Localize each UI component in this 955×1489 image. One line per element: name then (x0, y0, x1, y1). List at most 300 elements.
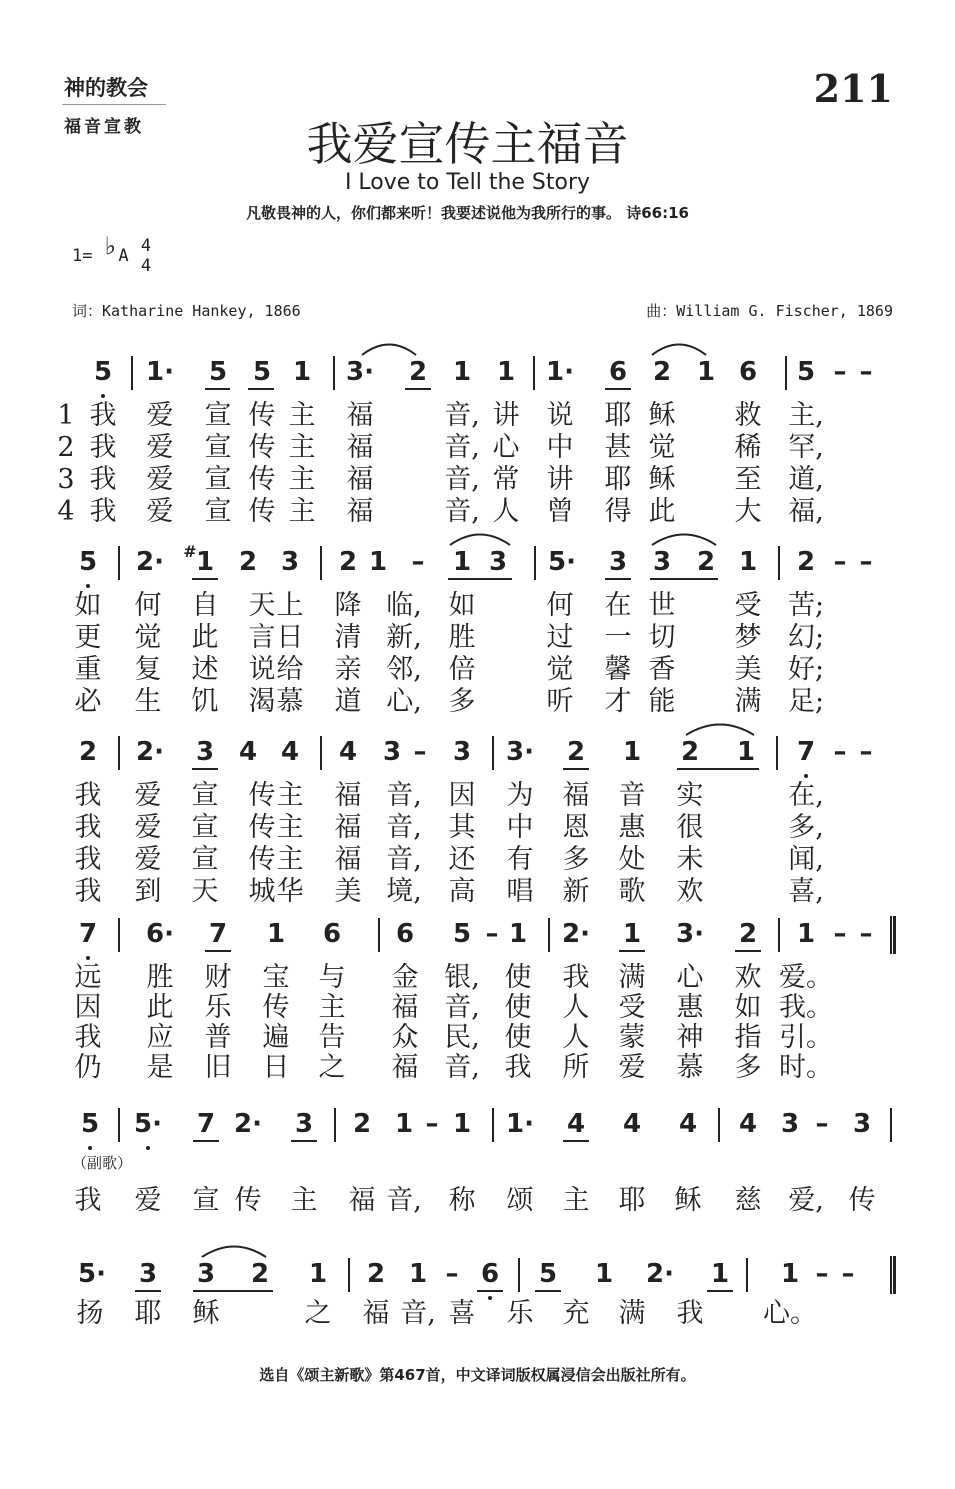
hymn-number: 211 (813, 66, 893, 111)
note: 4 (338, 737, 358, 767)
lyric-line (0, 654, 955, 686)
barline (118, 546, 120, 580)
lyric-char: 乐 (506, 1298, 534, 1329)
note: 1 (622, 737, 642, 767)
lyric-char: 与 (318, 962, 346, 993)
lyric-char: 旧 (204, 1052, 232, 1083)
note: 1 (796, 919, 816, 949)
slur-tie (684, 720, 756, 736)
lyric-char: 在, (788, 780, 824, 811)
final-barline (890, 1256, 896, 1294)
lyric-char: 降 (334, 590, 362, 621)
underline-beam (563, 1140, 589, 1142)
lyric-char: 道, (788, 464, 824, 495)
lyric-char: 福 (391, 1052, 419, 1083)
underline-beam (677, 768, 759, 770)
octave-dot (86, 584, 90, 588)
lyric-char: 宣 (191, 812, 219, 843)
lyric-char: 胜 (448, 622, 476, 653)
lyric-char: 慈 (734, 1185, 762, 1216)
lyric-char: 美 (734, 654, 762, 685)
lyric-char: 美 (334, 876, 362, 907)
dash-note: – (841, 1259, 855, 1289)
barline (131, 356, 133, 390)
barline (118, 1108, 120, 1142)
lyric-char: 音, (386, 1185, 422, 1216)
lyric-char: 福, (788, 496, 824, 527)
note: 2· (136, 547, 164, 577)
lyric-char: 传 (248, 496, 276, 527)
lyric-char: 传 (248, 844, 276, 875)
lyric-char: 音, (444, 992, 480, 1023)
lyric-char: 众 (391, 1022, 419, 1053)
lyric-char: 金 (391, 962, 419, 993)
underline-beam (605, 388, 631, 390)
note: 2 (680, 737, 700, 767)
lyric-char: 福 (562, 780, 590, 811)
lyric-char: 乐 (204, 992, 232, 1023)
lyric-char: 大 (734, 496, 762, 527)
note: 2 (238, 547, 258, 577)
note: 1 (594, 1259, 614, 1289)
note: 2· (234, 1109, 262, 1139)
lyric-char: 喜 (448, 1298, 476, 1329)
lyric-char: 人 (492, 496, 520, 527)
note: 5 (78, 547, 98, 577)
lyric-char: 爱。 (779, 962, 833, 993)
note: 7 (78, 919, 98, 949)
lyric-char: 爱 (146, 400, 174, 431)
note: 1 (622, 919, 642, 949)
lyric-char: 我 (74, 844, 102, 875)
lyric-line (0, 876, 955, 908)
lyric-char: 耶 (618, 1185, 646, 1216)
scripture-verse: 凡敬畏神的人，你们都来听！我要述说他为我所行的事。 诗66:16 (246, 204, 689, 222)
lyric-char: 爱 (134, 812, 162, 843)
slur-tie (360, 340, 418, 356)
note: 5· (78, 1259, 106, 1289)
lyric-char: 多 (448, 686, 476, 717)
lyric-char: 天 (248, 590, 276, 621)
lyric-char: 我 (74, 876, 102, 907)
lyric-char: 主 (290, 1185, 318, 1216)
note: 1 (452, 1109, 472, 1139)
lyric-char: 传 (248, 812, 276, 843)
lyric-char: 满 (618, 1298, 646, 1329)
dash-note: – (833, 737, 847, 767)
lyric-char: 宣 (191, 780, 219, 811)
lyric-char: 过 (546, 622, 574, 653)
lyric-char: 使 (504, 992, 532, 1023)
lyric-char: 爱 (146, 464, 174, 495)
lyric-char: 稀 (734, 432, 762, 463)
lyric-char: 临, (386, 590, 422, 621)
lyric-char: 自 (191, 590, 219, 621)
lyric-char: 多, (788, 812, 824, 843)
dash-note: – (425, 1109, 439, 1139)
lyric-char: 渴 (248, 686, 276, 717)
note: 4 (238, 737, 258, 767)
lyric-char: 宣 (204, 400, 232, 431)
lyric-char: 应 (146, 1022, 174, 1053)
lyricist-credit: 词：Katharine Hankey, 1866 (72, 302, 301, 320)
note: 1· (506, 1109, 534, 1139)
barline (718, 1108, 720, 1142)
barline (492, 1108, 494, 1142)
lyric-char: 我 (562, 962, 590, 993)
lyric-char: 爱 (146, 496, 174, 527)
note: 2 (338, 547, 358, 577)
lyric-char: 仍 (74, 1052, 102, 1083)
note: 6· (146, 919, 174, 949)
lyric-char: 上 (276, 590, 304, 621)
underline-beam (193, 1290, 273, 1292)
underline-beam (205, 950, 231, 952)
lyric-char: 如 (734, 992, 762, 1023)
lyric-char: 曾 (546, 496, 574, 527)
lyric-char: 使 (504, 962, 532, 993)
lyric-char: 爱 (146, 432, 174, 463)
underline-beam (535, 1290, 561, 1292)
note: 2 (696, 547, 716, 577)
lyric-char: 给 (276, 654, 304, 685)
lyric-char: 使 (504, 1022, 532, 1053)
lyric-char: 主 (288, 464, 316, 495)
lyric-line (0, 1298, 955, 1330)
lyric-char: 福 (362, 1298, 390, 1329)
lyric-line (0, 432, 955, 464)
barline (492, 736, 494, 770)
final-barline (890, 916, 896, 954)
hymn-subtitle: I Love to Tell the Story (344, 170, 591, 195)
lyric-line (0, 1185, 955, 1217)
lyric-char: 告 (318, 1022, 346, 1053)
lyric-char: 主 (288, 432, 316, 463)
lyric-char: 觉 (134, 622, 162, 653)
lyric-char: 主, (788, 400, 824, 431)
note-row (0, 1104, 955, 1144)
lyric-char: 其 (448, 812, 476, 843)
note: 5 (80, 1109, 100, 1139)
lyric-char: 音, (386, 844, 422, 875)
lyric-char: 欢 (734, 962, 762, 993)
lyric-line (0, 844, 955, 876)
lyric-char: 天 (191, 876, 219, 907)
lyric-char: 稣 (674, 1185, 702, 1216)
lyric-char: 实 (676, 780, 704, 811)
lyric-char: 讲 (492, 400, 520, 431)
note: 2 (408, 357, 428, 387)
octave-dot (804, 774, 808, 778)
lyric-char: 才 (604, 686, 632, 717)
note: 1 (452, 547, 472, 577)
note: 4 (678, 1109, 698, 1139)
note: 3 (652, 547, 672, 577)
lyric-char: 清 (334, 622, 362, 653)
lyric-char: 宣 (204, 496, 232, 527)
lyric-char: 之 (304, 1298, 332, 1329)
lyric-char: 我 (676, 1298, 704, 1329)
note-row (0, 542, 955, 582)
lyric-char: 中 (546, 432, 574, 463)
lyric-char: 多 (734, 1052, 762, 1083)
lyric-char: 受 (618, 992, 646, 1023)
lyric-char: 喜, (788, 876, 824, 907)
underline-beam (291, 1140, 317, 1142)
lyric-char: 梦 (734, 622, 762, 653)
lyric-char: 何 (134, 590, 162, 621)
barline (333, 356, 335, 390)
underline-beam (192, 578, 218, 580)
lyric-char: 远 (74, 962, 102, 993)
note: 3 (780, 1109, 800, 1139)
lyric-char: 还 (448, 844, 476, 875)
lyric-char: 欢 (676, 876, 704, 907)
lyric-char: 普 (204, 1022, 232, 1053)
note: 7 (196, 1109, 216, 1139)
note-row (0, 1254, 955, 1294)
lyric-char: 闻, (788, 844, 824, 875)
note: 2· (136, 737, 164, 767)
dash-note: – (833, 357, 847, 387)
note: 1· (146, 357, 174, 387)
lyric-line (0, 1052, 955, 1084)
lyric-char: 心。 (763, 1298, 817, 1329)
underline-beam (619, 950, 645, 952)
lyric-char: 传 (234, 1185, 262, 1216)
barline (534, 546, 536, 580)
lyric-char: 道 (334, 686, 362, 717)
lyric-char: 稣 (648, 400, 676, 431)
lyric-char: 甚 (604, 432, 632, 463)
lyric-char: 惠 (676, 992, 704, 1023)
lyric-char: 传 (248, 464, 276, 495)
note: 5 (796, 357, 816, 387)
note: 6 (322, 919, 342, 949)
underline-beam (248, 388, 274, 390)
note: 3 (138, 1259, 158, 1289)
lyric-char: 传 (248, 432, 276, 463)
underline-beam (192, 768, 218, 770)
lyric-char: 述 (191, 654, 219, 685)
lyric-char: 满 (618, 962, 646, 993)
note: 5 (538, 1259, 558, 1289)
lyric-char: 能 (648, 686, 676, 717)
lyric-char: 引。 (779, 1022, 833, 1053)
lyric-char: 我 (89, 496, 117, 527)
lyric-char: 我。 (779, 992, 833, 1023)
lyric-line (0, 780, 955, 812)
lyric-char: 稣 (648, 464, 676, 495)
lyric-char: 主 (276, 844, 304, 875)
dash-note: – (833, 919, 847, 949)
lyric-char: 境, (386, 876, 422, 907)
dash-note: – (859, 547, 873, 577)
octave-dot (86, 956, 90, 960)
lyric-char: 切 (648, 622, 676, 653)
underline-beam (193, 1140, 219, 1142)
note: 6 (608, 357, 628, 387)
octave-dot (146, 1146, 150, 1150)
barline (778, 546, 780, 580)
note: 3 (280, 547, 300, 577)
lyric-line (0, 400, 955, 432)
note: 1 (696, 357, 716, 387)
note: 5· (134, 1109, 162, 1139)
lyric-char: 多 (562, 844, 590, 875)
lyric-char: 得 (604, 496, 632, 527)
note: 1 (780, 1259, 800, 1289)
lyric-char: 我 (89, 432, 117, 463)
lyric-char: 音 (618, 780, 646, 811)
key-prefix: 1= (72, 246, 93, 266)
slur-tie (650, 340, 708, 356)
lyric-char: 重 (74, 654, 102, 685)
copyright-footer: 选自《颂主新歌》第467首，中文译词版权属浸信会出版社所有。 (259, 1366, 696, 1384)
lyric-char: 主 (318, 992, 346, 1023)
lyric-char: 主 (288, 496, 316, 527)
lyric-char: 宣 (204, 432, 232, 463)
dash-note: – (815, 1109, 829, 1139)
note: 1 (292, 357, 312, 387)
lyric-char: 蒙 (618, 1022, 646, 1053)
dash-note: – (815, 1259, 829, 1289)
lyric-char: 爱 (134, 1185, 162, 1216)
lyric-char: 福 (334, 844, 362, 875)
lyric-char: 我 (504, 1052, 532, 1083)
lyric-char: 福 (334, 780, 362, 811)
lyric-char: 称 (448, 1185, 476, 1216)
lyric-char: 人 (562, 992, 590, 1023)
lyric-line (0, 622, 955, 654)
underline-beam (448, 578, 512, 580)
lyric-char: 满 (734, 686, 762, 717)
note: 3 (852, 1109, 872, 1139)
lyric-char: 宝 (262, 962, 290, 993)
lyric-char: 遍 (262, 1022, 290, 1053)
lyric-char: 说 (248, 654, 276, 685)
lyric-char: 传 (848, 1185, 876, 1216)
dash-note: – (833, 547, 847, 577)
time-bottom: 4 (140, 256, 152, 276)
lyric-char: 慕 (676, 1052, 704, 1083)
lyric-char: 亲 (334, 654, 362, 685)
barline (746, 1258, 748, 1292)
note: 2 (352, 1109, 372, 1139)
lyric-char: 民, (444, 1022, 480, 1053)
note: 1 (308, 1259, 328, 1289)
barline (378, 918, 380, 952)
lyric-char: 我 (89, 400, 117, 431)
note: 4 (738, 1109, 758, 1139)
lyric-char: 日 (276, 622, 304, 653)
note: 7 (208, 919, 228, 949)
slur-tie (200, 1242, 268, 1258)
barline (533, 356, 535, 390)
lyric-char: 时。 (779, 1052, 833, 1083)
subcategory-label: 福音宣教 (64, 117, 144, 137)
note: 2 (566, 737, 586, 767)
lyric-char: 很 (676, 812, 704, 843)
verse-number: 3 (57, 464, 75, 495)
lyric-char: 爱 (134, 780, 162, 811)
lyric-char: 中 (506, 812, 534, 843)
note: 5 (208, 357, 228, 387)
lyric-char: 心, (386, 686, 422, 717)
lyric-char: 新, (386, 622, 422, 653)
verse-number: 1 (57, 400, 75, 431)
barline (320, 546, 322, 580)
lyric-char: 为 (506, 780, 534, 811)
lyric-line (0, 992, 955, 1024)
lyric-char: 馨 (604, 654, 632, 685)
note: 3 (452, 737, 472, 767)
lyric-char: 银, (444, 962, 480, 993)
lyric-char: 好; (787, 654, 825, 685)
lyric-char: 扬 (76, 1298, 104, 1329)
lyric-char: 倍 (448, 654, 476, 685)
lyric-char: 爱 (134, 844, 162, 875)
lyric-char: 必 (74, 686, 102, 717)
verse-number: 4 (57, 496, 75, 527)
lyric-char: 神 (676, 1022, 704, 1053)
note: 1 (710, 1259, 730, 1289)
hymn-title: 我爱宣传主福音 (306, 117, 629, 171)
underline-beam (135, 1290, 161, 1292)
underline-beam (707, 1290, 733, 1292)
barline (118, 918, 120, 952)
note: 3· (676, 919, 704, 949)
lyric-char: 因 (448, 780, 476, 811)
lyric-char: 财 (204, 962, 232, 993)
lyric-char: 主 (276, 812, 304, 843)
lyric-char: 福 (346, 496, 374, 527)
lyric-char: 宣 (192, 1185, 220, 1216)
lyric-char: 音, (444, 432, 480, 463)
dash-note: – (859, 737, 873, 767)
lyric-char: 充 (562, 1298, 590, 1329)
lyric-char: 福 (391, 992, 419, 1023)
lyric-char: 人 (562, 1022, 590, 1053)
lyric-char: 如 (74, 590, 102, 621)
lyric-char: 觉 (546, 654, 574, 685)
lyric-char: 华 (276, 876, 304, 907)
note: 3 (382, 737, 402, 767)
lyric-line (0, 464, 955, 496)
underline-beam (563, 768, 589, 770)
lyric-char: 到 (134, 876, 162, 907)
lyric-char: 音, (386, 812, 422, 843)
underline-beam (605, 578, 631, 580)
note: 3 (294, 1109, 314, 1139)
barline (118, 736, 120, 770)
lyric-char: 至 (734, 464, 762, 495)
barline (334, 1108, 336, 1142)
note: 4 (280, 737, 300, 767)
underline-beam (650, 578, 718, 580)
lyric-char: 音, (444, 496, 480, 527)
key-signature (72, 232, 152, 276)
lyric-line (0, 496, 955, 528)
lyric-char: 音, (444, 400, 480, 431)
note: 1 (496, 357, 516, 387)
note: 1 (452, 357, 472, 387)
time-top: 4 (140, 236, 152, 256)
lyric-char: 高 (448, 876, 476, 907)
lyric-char: 宣 (191, 844, 219, 875)
note: 3· (346, 357, 374, 387)
lyric-char: 我 (74, 1022, 102, 1053)
